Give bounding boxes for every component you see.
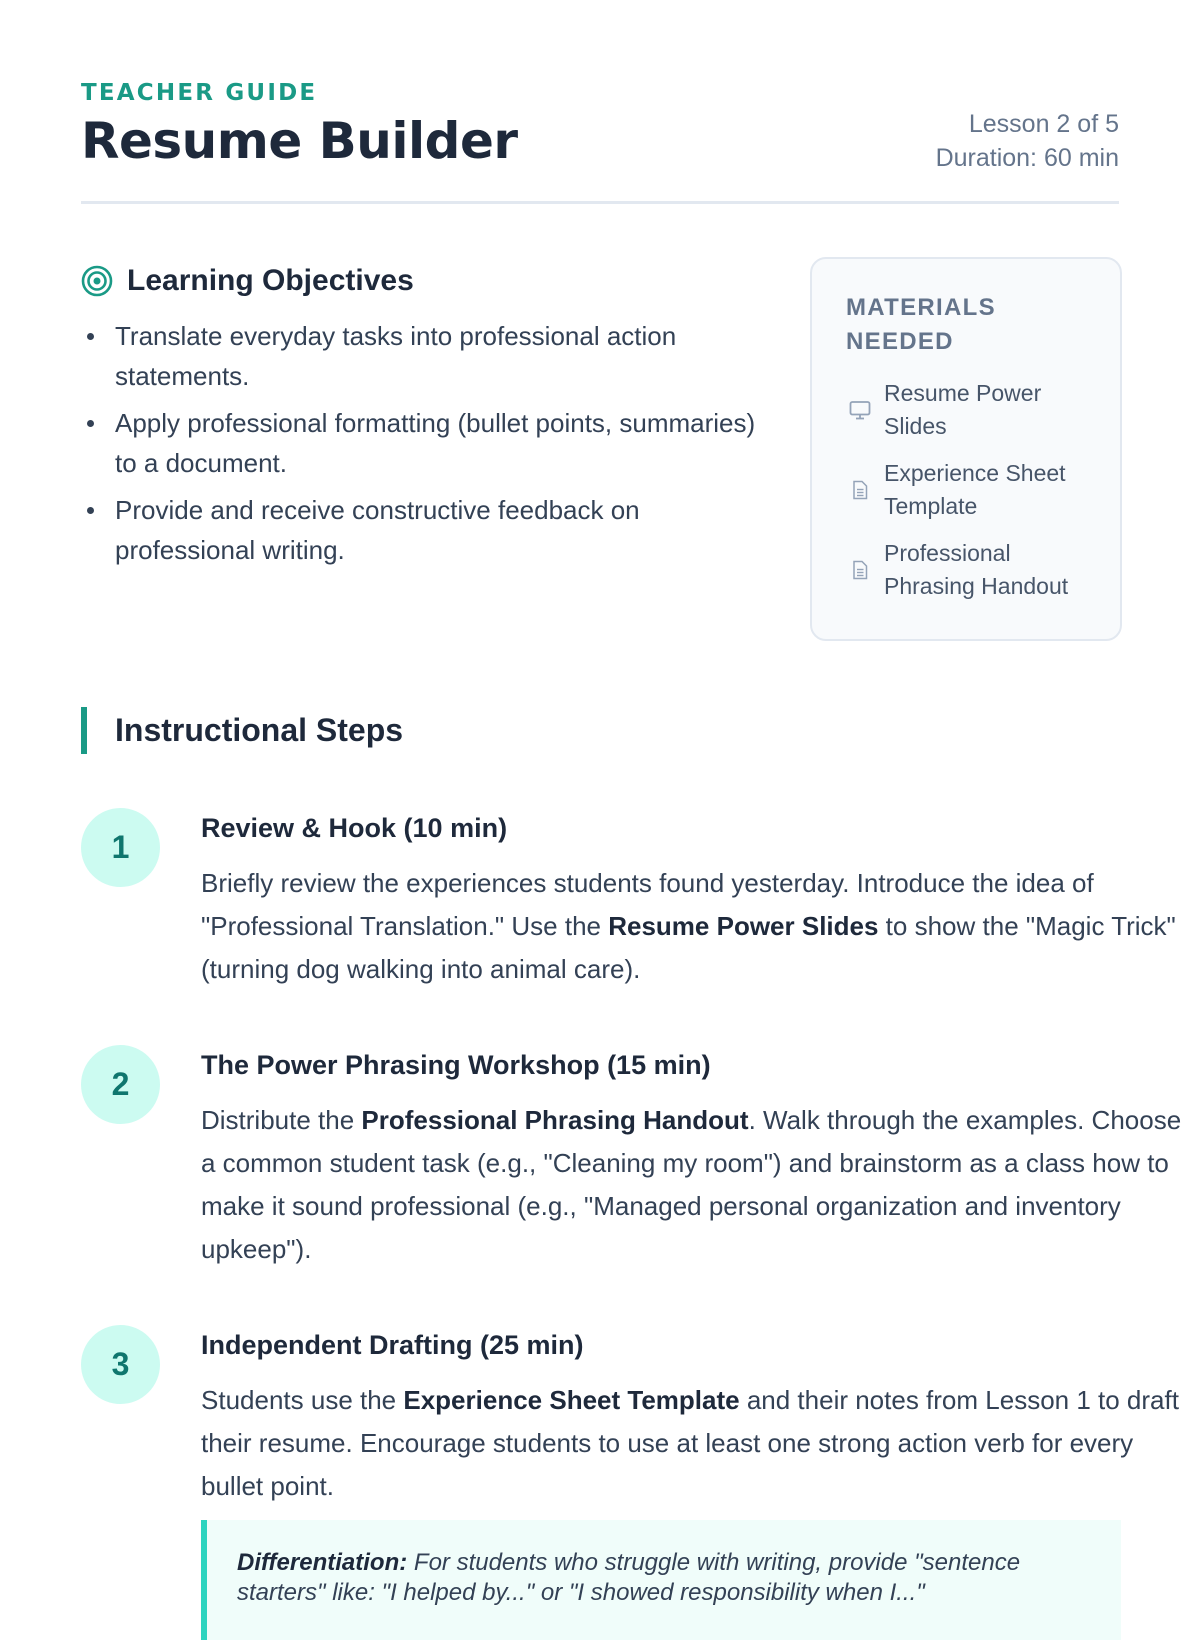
- step-description: Distribute the Professional Phrasing Handout. Walk through the examples. Choose a common student task (e.g., "Cleaning my room") and brainstorm as a class how to make it sound professional (e.g., "Managed personal organization and inventory upkeep").: [201, 1105, 1182, 1264]
- objective-item: Provide and receive constructive feedback on professional writing.: [81, 490, 761, 570]
- materials-card: [810, 257, 1122, 641]
- step-body: [201, 1045, 1200, 1271]
- page-header: [81, 0, 1119, 204]
- step-number: 1: [81, 808, 160, 887]
- material-label: Experience Sheet Template: [884, 460, 1066, 519]
- lesson-number: Lesson 2 of 5: [968, 110, 1119, 138]
- material-item: [846, 457, 1092, 523]
- step-description: Students use the Experience Sheet Template and their notes from Lesson 1 to draft their resume. Encourage students to use at least one strong action verb for every bullet point.: [201, 1385, 1179, 1501]
- lesson-meta: [936, 107, 1119, 175]
- step-title: The Power Phrasing Workshop (15 min): [201, 1050, 711, 1080]
- step-number: 2: [81, 1045, 160, 1124]
- target-icon: [81, 265, 113, 297]
- lesson-duration: Duration: 60 min: [935, 144, 1119, 172]
- step-number: 3: [81, 1325, 160, 1404]
- objectives-heading: Learning Objectives: [127, 264, 414, 297]
- monitor-icon: [846, 396, 874, 424]
- material-label: Professional Phrasing Handout: [884, 540, 1069, 599]
- material-reference: Resume Power Slides: [608, 911, 879, 941]
- objective-item: Translate everyday tasks into professional action statements.: [81, 316, 761, 396]
- step-description: Briefly review the experiences students found yesterday. Introduce the idea of "Professional Translation." Use the Resume Power Slides to show the "Magic Trick" (turning dog walking into animal care).: [201, 868, 1176, 984]
- step-body: [201, 808, 1200, 991]
- steps-heading: Instructional Steps: [115, 712, 404, 748]
- objectives-header: [81, 262, 761, 300]
- material-item: [846, 377, 1092, 443]
- step-body: [201, 1325, 1200, 1508]
- material-reference: Experience Sheet Template: [403, 1385, 740, 1415]
- page-title: Resume Builder: [81, 112, 518, 170]
- guide-eyebrow: TEACHER GUIDE: [81, 80, 318, 106]
- objective-item: Apply professional formatting (bullet points, summaries) to a document.: [81, 403, 761, 483]
- step-title: Review & Hook (10 min): [201, 813, 508, 843]
- step-title: Independent Drafting (25 min): [201, 1330, 584, 1360]
- material-label: Resume Power Slides: [884, 380, 1042, 439]
- steps-section-header: [81, 707, 403, 754]
- note-label: Differentiation:: [237, 1549, 408, 1576]
- materials-heading: MATERIALS NEEDED: [846, 294, 996, 355]
- differentiation-note: [201, 1520, 1121, 1640]
- document-icon: [846, 556, 874, 584]
- objectives-list: [81, 316, 761, 570]
- document-icon: [846, 476, 874, 504]
- note-text: For students who struggle with writing, provide "sentence starters" like: "I helped by..." or "I showed responsibility when I...": [237, 1549, 1021, 1606]
- material-item: [846, 537, 1092, 603]
- material-reference: Professional Phrasing Handout: [361, 1105, 749, 1135]
- learning-objectives: [81, 262, 761, 577]
